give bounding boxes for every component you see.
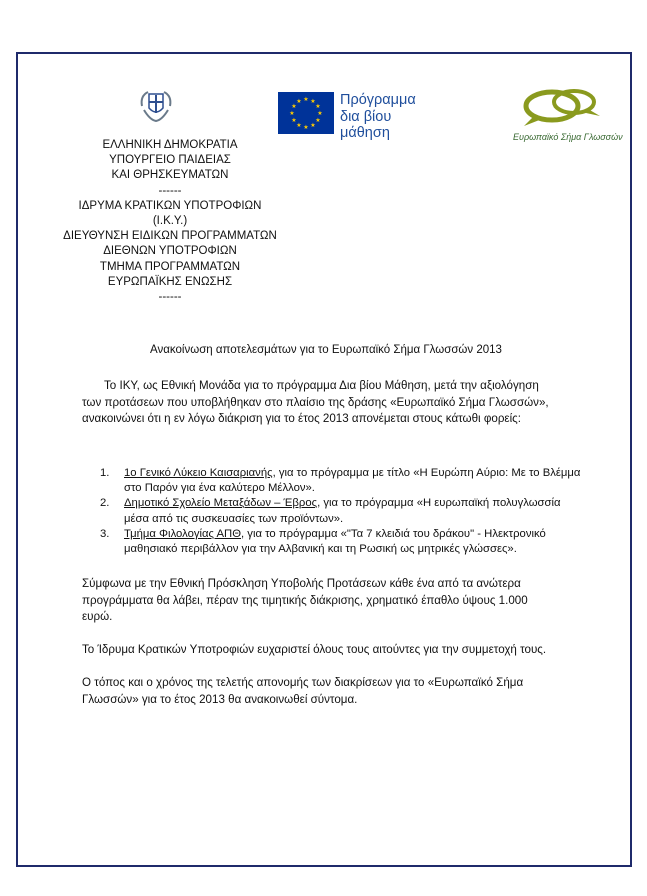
svg-text:★: ★ bbox=[289, 110, 295, 117]
authority-line: ΥΠΟΥΡΓΕΙΟ ΠΑΙΔΕΙΑΣ bbox=[109, 154, 231, 167]
item-number: 3. bbox=[100, 527, 110, 540]
thanks-paragraph bbox=[82, 642, 578, 659]
list-item bbox=[100, 527, 580, 557]
authority-line: ΚΑΙ ΘΡΗΣΚΕΥΜΑΤΩΝ bbox=[111, 169, 229, 182]
ceremony-paragraph bbox=[82, 675, 578, 708]
speech-bubbles-icon bbox=[508, 86, 628, 134]
intro-line: Το ΙΚΥ, ως Εθνική Μονάδα για το πρόγραμμα Δια βίου Μάθηση, μετά την αξιολόγηση bbox=[104, 379, 539, 392]
logo-line: δια βίου bbox=[340, 108, 392, 125]
svg-text:★: ★ bbox=[317, 110, 323, 117]
logo-line: Πρόγραμμα bbox=[340, 92, 416, 108]
svg-text:★: ★ bbox=[291, 117, 297, 124]
authority-line: ΔΙΕΥΘΥΝΣΗ ΕΙΔΙΚΩΝ ΠΡΟΓΡΑΜΜΑΤΩΝ bbox=[63, 230, 277, 243]
svg-text:★: ★ bbox=[303, 96, 309, 103]
item-text: στο Παρόν για ένα καλύτερο Μέλλον». bbox=[124, 482, 315, 495]
authority-line: ΙΔΡΥΜΑ ΚΡΑΤΙΚΩΝ ΥΠΟΤΡΟΦΙΩΝ bbox=[78, 199, 262, 212]
authority-line: ΔΙΕΘΝΩΝ ΥΠΟΤΡΟΦΙΩΝ bbox=[103, 245, 237, 258]
european-language-label-logo bbox=[508, 86, 628, 150]
paragraph-line: Σύμφωνα με την Εθνική Πρόσκληση Υποβολής Προτάσεων κάθε ένα από τα ανώτερα bbox=[82, 577, 521, 590]
intro-line: ανακοινώνει ότι η εν λόγω διάκριση για το έτος 2013 απονέμεται στους κάτωθι φορείς: bbox=[82, 412, 521, 425]
item-number: 1. bbox=[100, 467, 110, 479]
eu-flag-icon bbox=[278, 92, 334, 134]
paragraph-line: ευρώ. bbox=[82, 610, 113, 623]
intro-line: των προτάσεων που υποβλήθηκαν στο πλαίσιο της δράσης «Ευρωπαϊκό Σήμα Γλωσσών», bbox=[82, 395, 549, 409]
greek-emblem-icon bbox=[136, 86, 176, 124]
paragraph-line: Ο τόπος και ο χρόνος της τελετής απονομής των διακρίσεων για το «Ευρωπαϊκό Σήμα bbox=[82, 676, 524, 689]
winners-list bbox=[100, 466, 580, 557]
item-text: , για το πρόγραμμα με τίτλο «Η Ευρώπη Αύριο: Με το Βλέμμα bbox=[272, 467, 581, 479]
authority-line: ΕΛΛΗΝΙΚΗ ΔΗΜΟΚΡΑΤΙΑ bbox=[102, 139, 238, 151]
winner-name: Δημοτικό Σχολείο Μεταξάδων – Έβρος bbox=[124, 497, 318, 510]
paragraph-line: προγράμματα θα λάβει, πέραν της τιμητικής διάκρισης, χρηματικό έπαθλο ύψους 1.000 bbox=[82, 593, 528, 607]
logo-line: μάθηση bbox=[340, 125, 390, 141]
esl-caption: Ευρωπαϊκό Σήμα Γλωσσών bbox=[513, 132, 623, 142]
authority-line: ΕΥΡΩΠΑΪΚΗΣ ΕΝΩΣΗΣ bbox=[107, 275, 233, 288]
item-number: 2. bbox=[100, 497, 110, 510]
intro-paragraph bbox=[82, 378, 578, 428]
paragraph-line: Γλωσσών» για το έτος 2013 θα ανακοινωθεί σύντομα. bbox=[82, 692, 358, 706]
item-text: μαθησιακό περιβάλλον για την Αλβανική και τη Ρωσική ως μητρικές γλώσσες». bbox=[124, 543, 517, 556]
winner-name: Τμήμα Φιλολογίας ΑΠΘ bbox=[124, 527, 242, 540]
item-text: , για το πρόγραμμα «Η ευρωπαϊκή πολυγλωσσία bbox=[317, 497, 561, 510]
svg-text:★: ★ bbox=[310, 122, 316, 129]
svg-text:★: ★ bbox=[303, 124, 309, 131]
list-item bbox=[100, 496, 580, 526]
authority-separator: ------ bbox=[158, 291, 182, 304]
svg-text:★: ★ bbox=[291, 103, 297, 110]
svg-text:★: ★ bbox=[296, 98, 302, 105]
list-item bbox=[100, 466, 580, 496]
announcement-title: Ανακοίνωση αποτελεσμάτων για το Ευρωπαϊκό Σήμα Γλωσσών 2013 bbox=[150, 344, 502, 356]
lifelong-learning-logo bbox=[278, 92, 416, 141]
svg-text:★: ★ bbox=[296, 122, 302, 129]
svg-text:★: ★ bbox=[315, 117, 321, 124]
item-text: , για το πρόγραμμα «"Τα 7 κλειδιά του δράκου" - Ηλεκτρονικό bbox=[241, 527, 546, 540]
item-text: μέσα από τις συσκευασίες των προϊόντων». bbox=[124, 512, 344, 525]
winner-name: 1ο Γενικό Λύκειο Καισαριανής bbox=[124, 467, 273, 479]
authority-line: (Ι.Κ.Υ.) bbox=[152, 215, 188, 228]
lifelong-learning-text bbox=[340, 92, 416, 142]
paragraph-line: Το Ίδρυμα Κρατικών Υποτροφιών ευχαριστεί όλους τους αιτούντες για την συμμετοχή τους. bbox=[82, 643, 547, 656]
authority-separator: ------ bbox=[158, 184, 182, 197]
prize-paragraph bbox=[82, 576, 578, 626]
svg-text:★: ★ bbox=[315, 103, 321, 110]
authority-header bbox=[40, 138, 300, 305]
authority-line: ΤΜΗΜΑ ΠΡΟΓΡΑΜΜΑΤΩΝ bbox=[99, 260, 241, 273]
svg-text:★: ★ bbox=[310, 98, 316, 105]
